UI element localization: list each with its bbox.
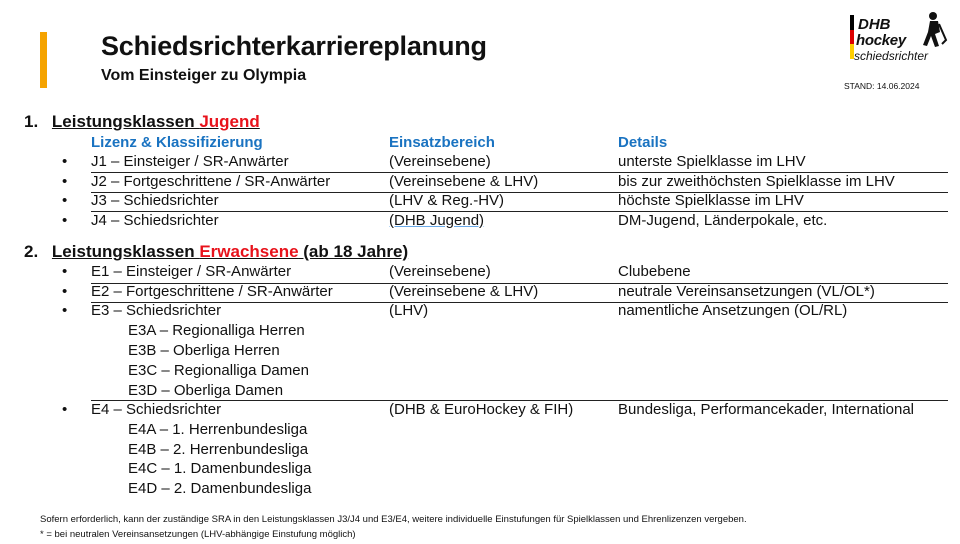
bullet: • (62, 173, 68, 190)
section-1-highlight: Jugend (199, 112, 260, 131)
row-details: neutrale Vereinsansetzungen (VL/OL*) (618, 283, 875, 300)
table-row (0, 192, 960, 212)
sub-item: E3A – Regionalliga Herren (128, 322, 305, 339)
row-bereich: (Vereinsebene) (389, 153, 491, 170)
row-lizenz: E2 – Fortgeschrittene / SR-Anwärter (91, 283, 333, 300)
section-2-title: Leistungsklassen Erwachsene (ab 18 Jahre) (51, 242, 409, 261)
row-bereich: (Vereinsebene & LHV) (389, 173, 539, 190)
sub-item: E3D – Oberliga Damen (128, 382, 284, 399)
table-row (0, 401, 960, 421)
bullet: • (62, 192, 68, 209)
bullet: • (62, 263, 68, 280)
logo-text-schiedsrichter: schiedsrichter (854, 49, 929, 63)
row-bereich: (DHB Jugend) (389, 212, 485, 229)
table-row (0, 263, 960, 283)
bullet: • (62, 153, 68, 170)
row-details: bis zur zweithöchsten Spielklasse im LHV (618, 173, 895, 190)
bullet: • (62, 401, 68, 418)
column-header-details: Details (618, 134, 668, 151)
row-lizenz: J1 – Einsteiger / SR-Anwärter (91, 153, 289, 170)
column-header-einsatzbereich: Einsatzbereich (389, 134, 495, 151)
table-row (0, 212, 960, 232)
page-title: Schiedsrichterkarriereplanung (101, 31, 487, 61)
row-lizenz: E1 – Einsteiger / SR-Anwärter (91, 263, 292, 280)
row-bereich: (LHV & Reg.-HV) (389, 192, 505, 209)
sub-item: E4C – 1. Damenbundesliga (128, 460, 312, 477)
stand-date: STAND: 14.06.2024 (844, 81, 920, 91)
row-lizenz: J3 – Schiedsrichter (91, 192, 219, 209)
sub-item: E4D – 2. Damenbundesliga (128, 480, 312, 497)
row-details: Clubebene (618, 263, 691, 280)
row-bereich: (DHB & EuroHockey & FIH) (389, 401, 574, 418)
sub-item: E4B – 2. Herrenbundesliga (128, 441, 309, 458)
bullet: • (62, 212, 68, 229)
bullet: • (62, 302, 68, 319)
row-details: Bundesliga, Performancekader, International (618, 401, 915, 418)
accent-bar (40, 32, 47, 88)
section-1-heading (24, 112, 260, 132)
section-2-heading (24, 242, 408, 262)
section-1-number: 1. (24, 112, 39, 131)
sub-item: E3C – Regionalliga Damen (128, 362, 309, 379)
row-details: unterste Spielklasse im LHV (618, 153, 806, 170)
table-row (0, 283, 960, 303)
footnote: * = bei neutralen Vereinsansetzungen (LHV-abhängige Einstufung möglich) (40, 529, 356, 540)
table-row (0, 153, 960, 173)
row-lizenz: J2 – Fortgeschrittene / SR-Anwärter (91, 173, 331, 190)
table-row (0, 302, 960, 322)
table-row (0, 173, 960, 193)
logo-text-dhb: DHB (858, 16, 891, 33)
row-lizenz: J4 – Schiedsrichter (91, 212, 219, 229)
row-details: namentliche Ansetzungen (OL/RL) (618, 302, 848, 319)
row-bereich: (Vereinsebene) (389, 263, 491, 280)
section-2-highlight: Erwachsene (199, 242, 299, 261)
sub-item: E3B – Oberliga Herren (128, 342, 280, 359)
section-1-title: Leistungsklassen Jugend (51, 112, 260, 131)
row-details: höchste Spielklasse im LHV (618, 192, 804, 209)
logo-text-hockey: hockey (856, 32, 906, 49)
bullet: • (62, 283, 68, 300)
row-bereich: (LHV) (389, 302, 429, 319)
sub-item: E4A – 1. Herrenbundesliga (128, 421, 308, 438)
section-2-number: 2. (24, 242, 39, 261)
hockey-player-icon (918, 10, 948, 50)
footnote: Sofern erforderlich, kann der zuständige SRA in den Leistungsklassen J3/J4 und E3/E4, weitere individuelle Einstufungen für Spielklassen und Ehrenlizenzen vergeben. (40, 514, 747, 525)
row-details: DM-Jugend, Länderpokale, etc. (618, 212, 828, 229)
dhb-hockey-logo (844, 10, 954, 66)
column-header-lizenz: Lizenz & Klassifizierung (91, 134, 263, 151)
row-lizenz: E3 – Schiedsrichter (91, 302, 222, 319)
page-subtitle: Vom Einsteiger zu Olympia (101, 67, 307, 84)
row-bereich: (Vereinsebene & LHV) (389, 283, 539, 300)
row-lizenz: E4 – Schiedsrichter (91, 401, 222, 418)
